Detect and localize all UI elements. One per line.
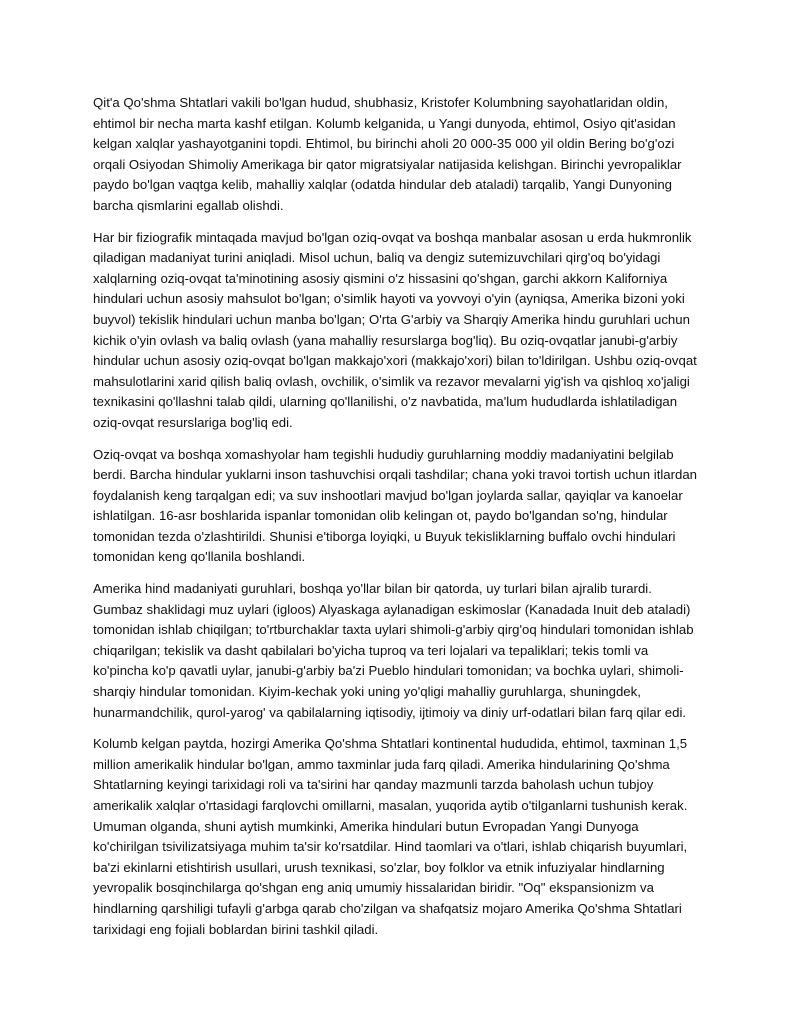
paragraph-3: Oziq-ovqat va boshqa xomashyolar ham tegishli hududiy guruhlarning moddiy madaniyatini belgilab berdi. Barcha hindular yuklarni inson tashuvchisi orqali tashdilar; chana yoki travoi tortish uchun itlardan foydalanish keng tarqalgan edi; va suv inshootlari mavjud bo'lgan joylarda sallar, qayiqlar va kanoelar ishlatilgan. 16-asr boshlarida ispanlar tomonidan olib kelingan ot, paydo bo'lgandan so'ng, hindular tomonidan tezda o'zlashtirildi. Shunisi e'tiborga loyiqki, u Buyuk tekisliklarning buffalo ovchi hindulari tomonidan keng qo'llanila boshlandi.: [93, 446, 698, 565]
paragraph-4: Amerika hind madaniyati guruhlari, boshqa yo'llar bilan bir qatorda, uy turlari bilan ajralib turardi. Gumbaz shaklidagi muz uylari (igloos) Alyaskaga aylanadigan eskimoslar (Kanadada Inuit deb ataladi) tomonidan ishlab chiqilgan; to'rtburchaklar taxta uylari shimoli-g'arbiy qirg'oq hindulari tomonidan ishlab chiqarilgan; tekislik va dasht qabilalari bo'yicha tuproq va teri lojalari va tepaliklari; tekis tomli va ko'pincha ko'p qavatli uylar, janubi-g'arbiy ba'zi Pueblo hindulari tomonidan; va bochka uylari, shimoli-sharqiy hindular tomonidan. Kiyim-kechak yoki uning yo'qligi mahalliy guruhlarga, shuningdek, hunarmandchilik, qurol-yarog' va qabilalarning iqtisodiy, ijtimoiy va diniy urf-odatlari bilan farq qilar edi.: [93, 581, 694, 720]
paragraph-5: Kolumb kelgan paytda, hozirgi Amerika Qo'shma Shtatlari kontinental hududida, ehtimol, taxminan 1,5 million amerikalik hindular bo'lgan, ammo taxminlar juda farq qiladi. Amerika hindularining Qo'shma Shtatlarning keyingi tarixidagi roli va ta'sirini har qanday mazmunli tarzda baholash uchun tubjoy amerikalik xalqlar o'rtasidagi farqlovchi omillarni, masalan, yuqorida aytib o'tilganlarni tushunish kerak. Umuman olganda, shuni aytish mumkinki, Amerika hindulari butun Evropadan Yangi Dunyoga ko'chirilgan tsivilizatsiyaga muhim ta'sir ko'rsatdilar. Hind taomlari va o'tlari, ishlab chiqarish buyumlari, ba'zi ekinlarni etishtirish usullari, urush texnikasi, so'zlar, boy folklor va etnik infuziyalar hindlarning yevropalik bosqinchilarga qo'shgan eng aniq umumiy hissalaridan biridir. "Oq" ekspansionizm va hindlarning qarshiligi tufayli g'arbga qarab cho'zilgan va shafqatsiz mojaro Amerika Qo'shma Shtatlari tarixidagi eng fojiali boblardan birini tashkil qiladi.: [93, 736, 688, 937]
paragraph-1: Qit'a Qo'shma Shtatlari vakili bo'lgan hudud, shubhasiz, Kristofer Kolumbning sayohatlaridan oldin, ehtimol bir necha marta kashf etilgan. Kolumb kelganida, u Yangi dunyoda, ehtimol, Osiyo qit'asidan kelgan xalqlar yashayotganini topdi. Ehtimol, bu birinchi aholi 20 000-35 000 yil oldin Bering bo'g'ozi orqali Osiyodan Shimoliy Amerikaga bir qator migratsiyalar natijasida kelishgan. Birinchi yevropaliklar paydo bo'lgan vaqtga kelib, mahalliy xalqlar (odatda hindular deb ataladi) tarqalib, Yangi Dunyoning barcha qismlarini egallab olishdi.: [93, 95, 682, 213]
paragraph-2: Har bir fiziografik mintaqada mavjud bo'lgan oziq-ovqat va boshqa manbalar asosan u erda hukmronlik qiladigan madaniyat turini aniqladi. Misol uchun, baliq va dengiz sutemizuvchilari qirg'oq bo'yidagi xalqlarning oziq-ovqat ta'minotining asosiy qismini o'z hissasini qo'shgan, garchi akkorn Kaliforniya hindulari uchun asosiy mahsulot bo'lgan; o'simlik hayoti va yovvoyi o'yin (ayniqsa, Amerika bizoni yoki buyvol) tekislik hindulari uchun manba bo'lgan; O'rta G'arbiy va Sharqiy Amerika hindu guruhlari uchun kichik o'yin ovlash va baliq ovlash (yana mahalliy resurslarga bog'liq). Bu oziq-ovqatlar janubi-g'arbiy hindular uchun asosiy oziq-ovqat bo'lgan makkajo'xori (makkajo'xori) bilan to'ldirilgan. Ushbu oziq-ovqat mahsulotlarini xarid qilish baliq ovlash, ovchilik, o'simlik va rezavor mevalarni yig'ish va qishloq xo'jaligi texnikasini qo'llashni talab qildi, ularning qo'llanilishi, o'z navbatida, ma'lum hududlarda ishlatiladigan oziq-ovqat resurslariga bog'liq edi.: [93, 229, 697, 430]
document-page: [93, 93, 705, 951]
